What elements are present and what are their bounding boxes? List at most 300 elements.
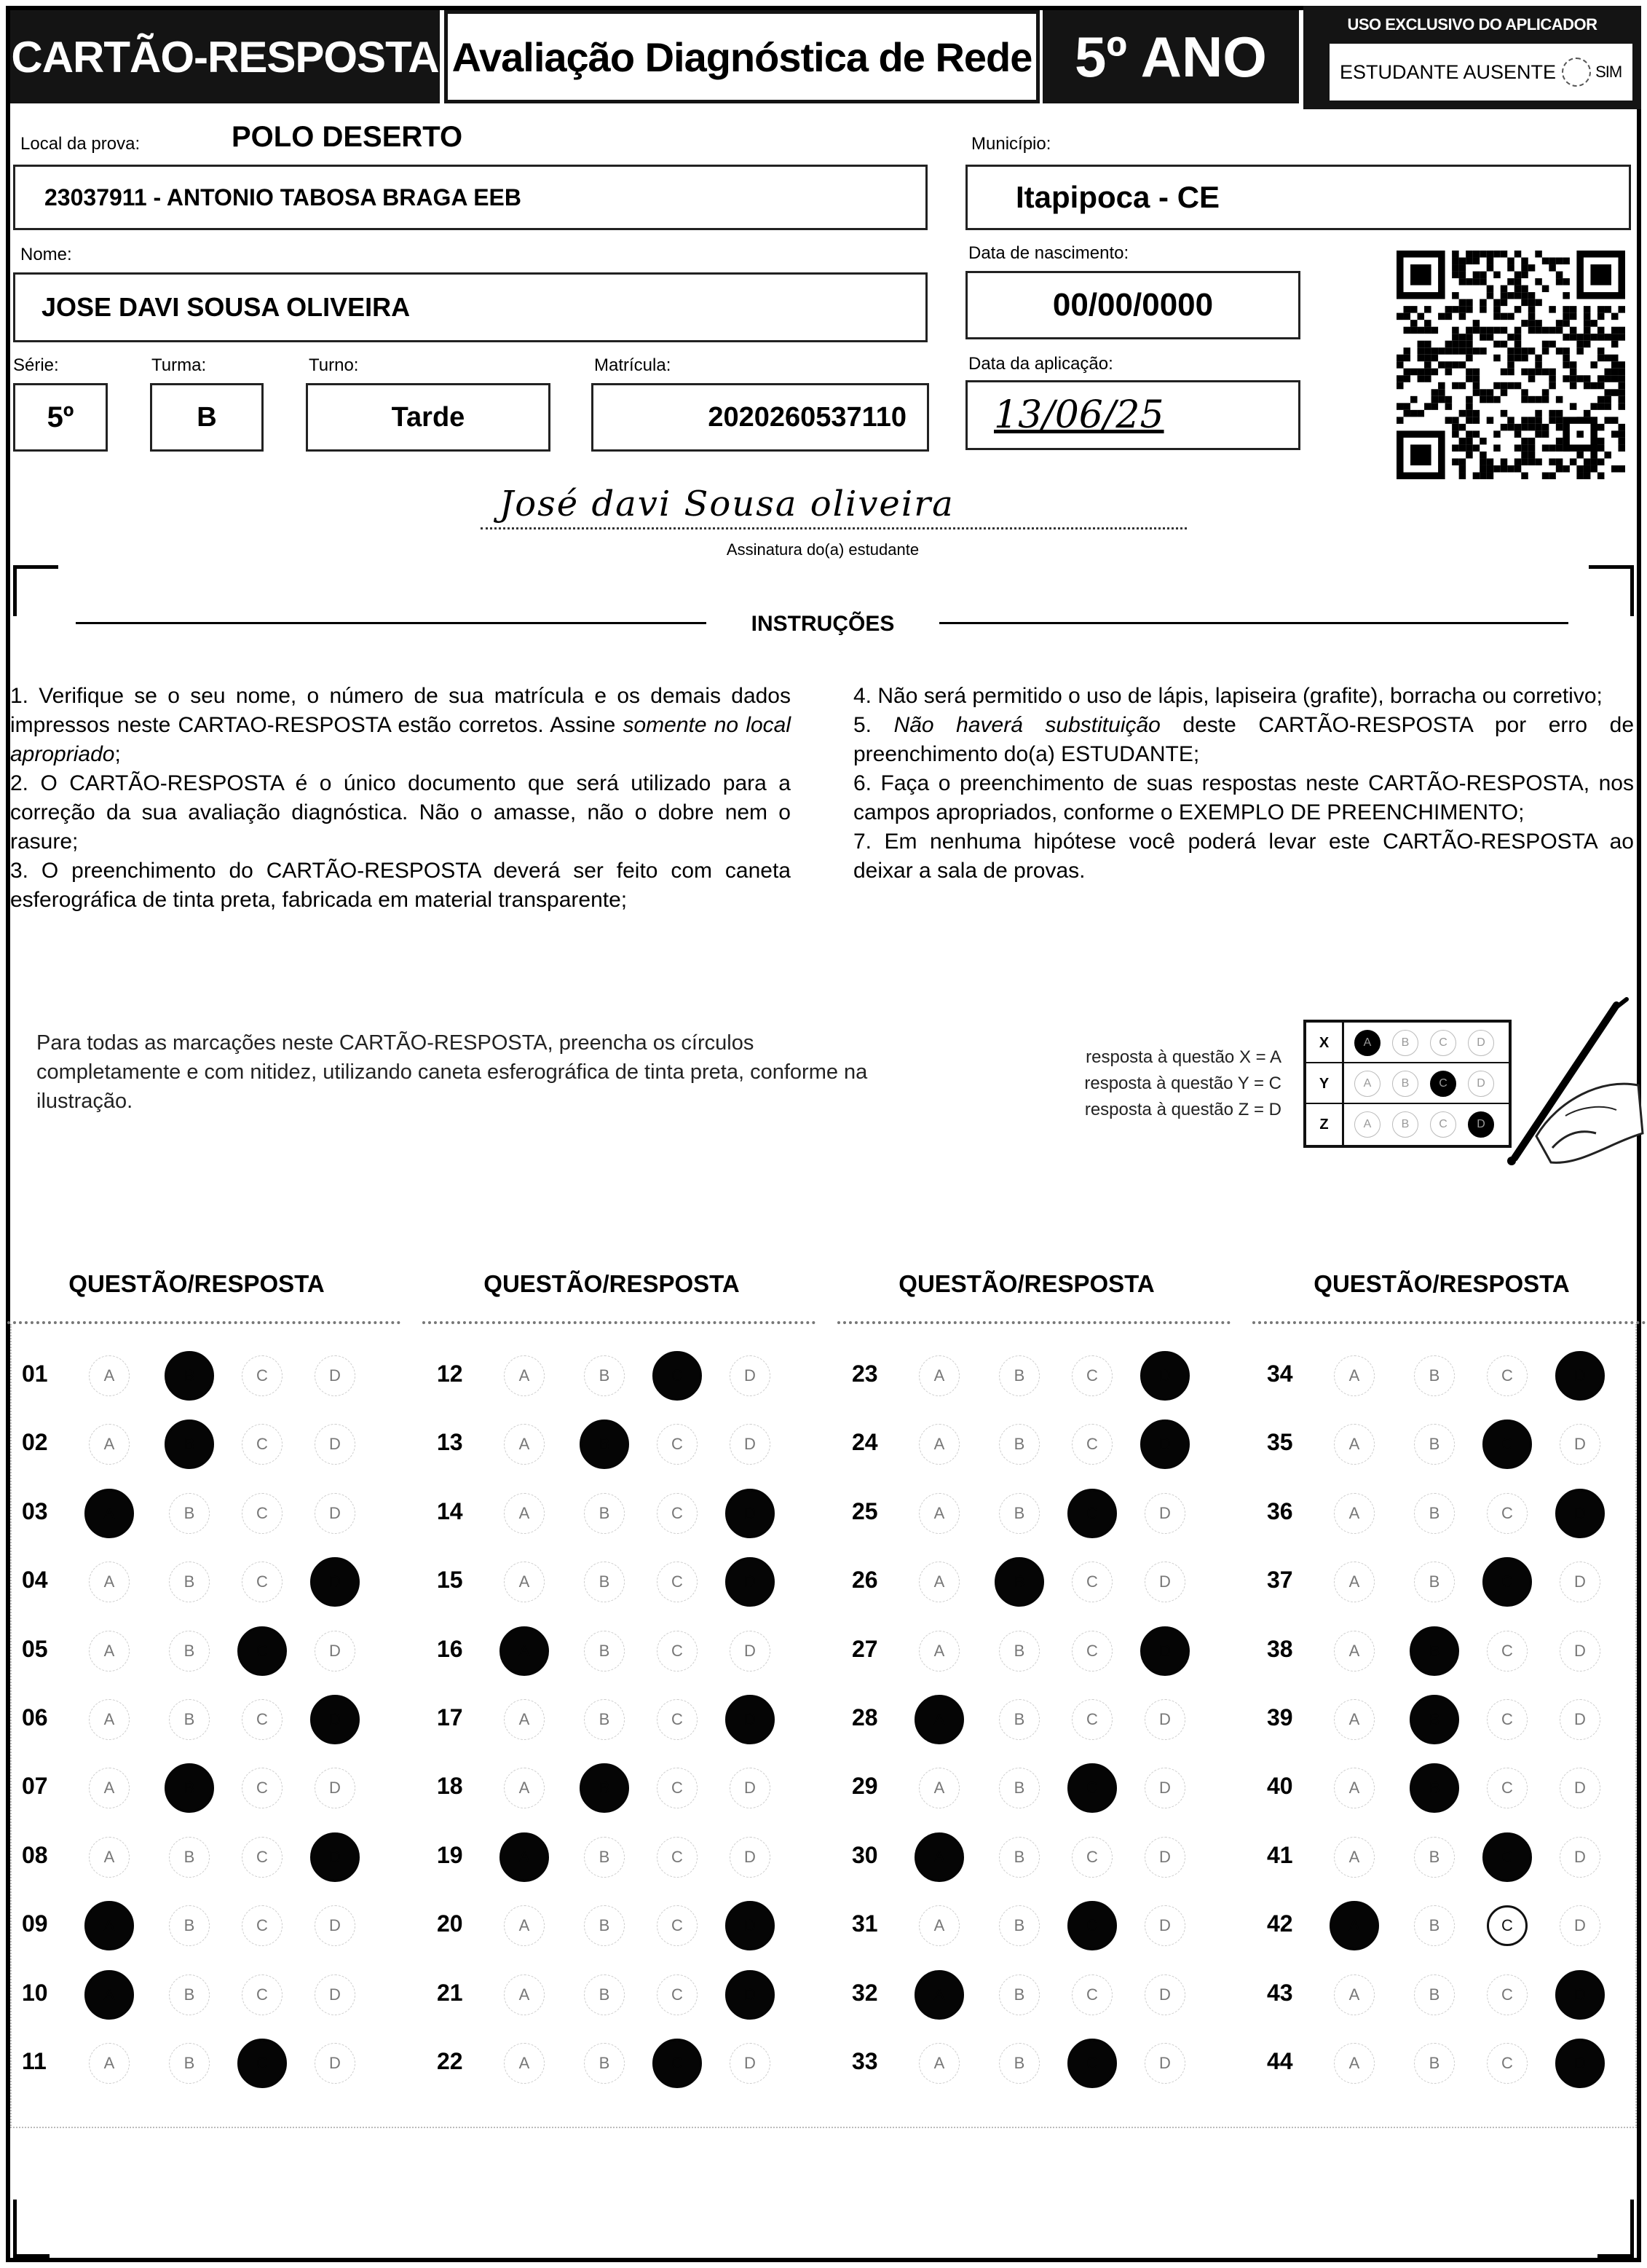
answer-bubble-a[interactable]: A [919, 1424, 960, 1465]
answer-bubble-d[interactable]: D [730, 1837, 770, 1878]
answer-bubble-c[interactable]: C [652, 2039, 702, 2088]
instruction-1-end: ; [114, 742, 121, 766]
answer-bubble-a[interactable]: A [919, 1631, 960, 1672]
birth-field [965, 271, 1300, 339]
question-number: 16 [437, 1635, 463, 1662]
answer-bubble-b[interactable]: B [995, 1557, 1044, 1607]
answer-bubble-a[interactable]: A [84, 1489, 134, 1538]
fill-example-bubble-b: B [1392, 1030, 1418, 1056]
question-number: 21 [437, 1979, 463, 2006]
shift-value: Tarde [391, 401, 465, 433]
answer-bubble-c[interactable]: C [242, 1493, 283, 1534]
answer-bubble-c[interactable]: C [657, 1699, 698, 1740]
instruction-4: 4. Não será permitido o uso de lápis, lapiseira (grafite), borracha ou corretivo; [853, 684, 1603, 708]
bottom-corner-right [1597, 2200, 1634, 2258]
question-number: 05 [22, 1635, 48, 1662]
answer-bubble-d[interactable]: D [725, 1901, 775, 1950]
answer-bubble-c[interactable]: C [242, 1699, 283, 1740]
question-number: 30 [852, 1841, 878, 1868]
question-row [852, 2038, 1231, 2089]
question-number: 40 [1267, 1773, 1293, 1800]
answer-bubble-a[interactable]: A [504, 1699, 545, 1740]
answer-bubble-c[interactable]: C [657, 1768, 698, 1808]
answer-bubble-c[interactable]: C [1072, 1699, 1113, 1740]
answer-bubble-a[interactable]: A [1334, 1768, 1375, 1808]
answer-bubble-d[interactable]: D [310, 1695, 360, 1744]
answer-bubble-a[interactable]: A [1334, 1493, 1375, 1534]
answer-bubble-c[interactable]: C [1072, 1631, 1113, 1672]
answer-bubble-a[interactable]: A [89, 1562, 130, 1602]
question-number: 34 [1267, 1361, 1293, 1387]
answer-bubble-d[interactable]: D [1145, 1837, 1185, 1878]
answer-bubble-d[interactable]: D [1560, 1699, 1600, 1740]
answer-bubble-a[interactable]: A [1334, 1424, 1375, 1465]
question-row [852, 1419, 1231, 1470]
fill-example-caption-x: resposta à questão X = A [1086, 1047, 1281, 1067]
answer-bubble-d[interactable]: D [1560, 1768, 1600, 1808]
answer-bubble-d[interactable]: D [1140, 1351, 1190, 1401]
instruction-6: 6. Faça o preenchimento de suas respostas neste CARTÃO-RESPOSTA, nos campos apropriados, conforme o EXEMPLO DE PREENCHIMENTO; [853, 771, 1634, 824]
answer-bubble-c[interactable]: C [242, 1562, 283, 1602]
answer-bubble-b[interactable]: B [169, 1837, 210, 1878]
question-number: 33 [852, 2048, 878, 2074]
shift-field [306, 383, 550, 452]
answer-bubble-c[interactable]: C [1482, 1420, 1532, 1469]
answer-bubble-b[interactable]: B [584, 1974, 625, 2015]
answer-bubble-a[interactable]: A [1330, 1901, 1379, 1950]
answer-bubble-c[interactable]: C [1482, 1557, 1532, 1607]
question-number: 03 [22, 1497, 48, 1524]
answer-bubble-b[interactable]: B [169, 2043, 210, 2084]
grade-year-label: 5º ANO [1043, 10, 1299, 103]
question-row [437, 1488, 815, 1539]
answer-bubble-b[interactable]: B [1410, 1763, 1459, 1813]
answer-bubble-d[interactable]: D [730, 1355, 770, 1396]
answer-bubble-a[interactable]: A [504, 2043, 545, 2084]
instructions-corner-tl [13, 565, 58, 616]
answer-bubble-a[interactable]: A [84, 1970, 134, 2020]
answer-bubble-b[interactable]: B [1410, 1695, 1459, 1744]
question-number: 11 [22, 2048, 47, 2074]
fill-example-bubble-a: A [1354, 1111, 1381, 1138]
column-header-3: QUESTÃO/RESPOSTA [898, 1270, 1155, 1297]
class-field [150, 383, 264, 452]
answer-bubble-b[interactable]: B [1414, 1562, 1455, 1602]
question-row [22, 1626, 400, 1677]
column-top-rule-3 [837, 1321, 1231, 1324]
answer-bubble-a[interactable]: A [84, 1901, 134, 1950]
answer-bubble-b[interactable]: B [580, 1420, 629, 1469]
answer-bubble-a[interactable]: A [919, 1562, 960, 1602]
question-row [22, 1900, 400, 1951]
answer-bubble-b[interactable]: B [165, 1763, 214, 1813]
answer-bubble-a[interactable]: A [89, 2043, 130, 2084]
answer-bubble-a[interactable]: A [504, 1424, 545, 1465]
answer-bubble-c[interactable]: C [657, 1837, 698, 1878]
instructions-right-column [853, 682, 1634, 886]
fill-example-bubble-a: A [1354, 1071, 1381, 1097]
question-number: 14 [437, 1497, 463, 1524]
fill-example-bubble-d: D [1468, 1071, 1494, 1097]
city-label: Município: [971, 134, 1051, 154]
answer-bubble-d[interactable]: D [1145, 1974, 1185, 2015]
answer-bubble-b[interactable]: B [1414, 2043, 1455, 2084]
instructions-left-column [10, 682, 791, 915]
answer-bubble-d[interactable]: D [315, 2043, 355, 2084]
answer-bubble-c[interactable]: C [657, 1905, 698, 1946]
question-row [1267, 1832, 1646, 1883]
answer-bubble-c[interactable]: C [1067, 1763, 1117, 1813]
pen-hand-icon [1471, 991, 1646, 1173]
answer-bubble-c[interactable]: C [1487, 2043, 1528, 2084]
answer-bubble-d[interactable]: D [1145, 1768, 1185, 1808]
instruction-1-emphasis: somente no local apropriado [10, 713, 791, 766]
fill-example-bubble-d: D [1468, 1030, 1494, 1056]
answer-bubble-a[interactable]: A [919, 1768, 960, 1808]
answer-bubble-c[interactable]: C [242, 1974, 283, 2015]
question-row [437, 1900, 815, 1951]
question-number: 41 [1267, 1841, 1293, 1868]
question-number: 23 [852, 1361, 878, 1387]
answer-bubble-d[interactable]: D [1145, 1699, 1185, 1740]
answer-bubble-a[interactable]: A [1334, 2043, 1375, 2084]
answer-bubble-b[interactable]: B [169, 1631, 210, 1672]
answer-bubble-b[interactable]: B [999, 1974, 1040, 2015]
question-number: 04 [22, 1567, 48, 1594]
answer-bubble-a[interactable]: A [499, 1832, 549, 1882]
answer-bubble-c[interactable]: C [1067, 1489, 1117, 1538]
answer-bubble-c[interactable]: C [237, 2039, 287, 2088]
question-number: 18 [437, 1773, 463, 1800]
question-row [852, 1832, 1231, 1883]
enrollment-label: Matrícula: [594, 355, 671, 375]
question-row [1267, 1694, 1646, 1745]
question-number: 10 [22, 1979, 48, 2006]
answer-bubble-b[interactable]: B [584, 1355, 625, 1396]
answer-bubble-a[interactable]: A [915, 1695, 964, 1744]
answer-bubble-d[interactable]: D [725, 1970, 775, 2020]
answer-bubble-a[interactable]: A [89, 1699, 130, 1740]
application-date-label: Data da aplicação: [968, 354, 1113, 374]
question-number: 13 [437, 1429, 463, 1456]
answer-bubble-d[interactable]: D [1145, 1562, 1185, 1602]
answer-bubble-b[interactable]: B [999, 1355, 1040, 1396]
instructions-corner-tr [1589, 565, 1634, 616]
answer-bubble-d[interactable]: D [730, 1424, 770, 1465]
application-date-value: 13/06/25 [994, 393, 1164, 437]
question-row [852, 1350, 1231, 1401]
answer-bubble-a[interactable]: A [499, 1626, 549, 1676]
exam-name: Avaliação Diagnóstica de Rede [444, 10, 1040, 103]
answer-bubble-a[interactable]: A [504, 1493, 545, 1534]
grade-label: Série: [13, 355, 59, 375]
answer-bubble-b[interactable]: B [999, 1905, 1040, 1946]
question-number: 38 [1267, 1635, 1293, 1662]
signature-label: Assinatura do(a) estudante [726, 540, 920, 559]
question-number: 42 [1267, 1910, 1293, 1937]
answer-bubble-a[interactable]: A [1334, 1631, 1375, 1672]
answer-bubble-b[interactable]: B [584, 1837, 625, 1878]
answer-bubble-b[interactable]: B [1414, 1355, 1455, 1396]
question-row [852, 1488, 1231, 1539]
answer-bubble-a[interactable]: A [919, 2043, 960, 2084]
question-row [1267, 1350, 1646, 1401]
question-number: 19 [437, 1841, 463, 1868]
applicator-box-label: USO EXCLUSIVO DO APLICADOR [1347, 15, 1597, 34]
question-row [437, 1350, 815, 1401]
answer-bubble-d[interactable]: D [730, 1631, 770, 1672]
answer-bubble-c[interactable]: C [1487, 1768, 1528, 1808]
answer-bubble-b[interactable]: B [584, 1493, 625, 1534]
answer-bubble-b[interactable]: B [999, 1699, 1040, 1740]
instruction-7: 7. Em nenhuma hipótese você poderá levar este CARTÃO-RESPOSTA ao deixar a sala de provas. [853, 830, 1634, 883]
question-row [852, 1900, 1231, 1951]
answer-bubble-d[interactable]: D [315, 1355, 355, 1396]
answer-bubble-d[interactable]: D [315, 1974, 355, 2015]
answer-bubble-b[interactable]: B [165, 1351, 214, 1401]
answer-bubble-a[interactable]: A [915, 1970, 964, 2020]
sheet-title: CARTÃO-RESPOSTA [10, 10, 440, 103]
instruction-5-number: 5. [853, 713, 894, 737]
answer-bubble-c[interactable]: C [242, 1768, 283, 1808]
answer-bubble-b[interactable]: B [169, 1905, 210, 1946]
answer-bubble-c[interactable]: C [657, 1562, 698, 1602]
answer-bubble-c[interactable]: C [242, 1355, 283, 1396]
answer-bubble-a[interactable]: A [504, 1355, 545, 1396]
answer-bubble-d[interactable]: D [1560, 1562, 1600, 1602]
answer-bubble-d[interactable]: D [1560, 1905, 1600, 1946]
fill-example-bubble-b: B [1392, 1111, 1418, 1138]
answer-bubble-b[interactable]: B [1414, 1905, 1455, 1946]
answer-bubble-d[interactable]: D [315, 1493, 355, 1534]
answer-bubble-d[interactable]: D [1560, 1837, 1600, 1878]
answer-bubble-c[interactable]: C [1487, 1905, 1528, 1946]
answer-bubble-b[interactable]: B [169, 1974, 210, 2015]
answer-bubble-a[interactable]: A [1334, 1355, 1375, 1396]
answer-bubble-a[interactable]: A [1334, 1974, 1375, 2015]
city-value: Itapipoca - CE [1016, 180, 1220, 214]
question-number: 32 [852, 1979, 878, 2006]
enrollment-field [591, 383, 929, 452]
answer-bubble-d[interactable]: D [1560, 1631, 1600, 1672]
answer-bubble-d[interactable]: D [1145, 1905, 1185, 1946]
answer-bubble-c[interactable]: C [657, 1424, 698, 1465]
answer-bubble-d[interactable]: D [725, 1557, 775, 1607]
answer-bubble-a[interactable]: A [919, 1355, 960, 1396]
answer-bubble-b[interactable]: B [1414, 1837, 1455, 1878]
question-row [1267, 1626, 1646, 1677]
answer-bubble-b[interactable]: B [999, 1837, 1040, 1878]
answer-bubble-c[interactable]: C [1487, 1493, 1528, 1534]
question-row [437, 1832, 815, 1883]
answer-bubble-d[interactable]: D [1555, 2039, 1605, 2088]
fill-example-bubble-c: C [1430, 1030, 1456, 1056]
answer-bubble-d[interactable]: D [1145, 2043, 1185, 2084]
answer-bubble-a[interactable]: A [89, 1631, 130, 1672]
answer-bubble-a[interactable]: A [1334, 1837, 1375, 1878]
fill-example-key: X [1306, 1023, 1344, 1063]
school-value: 23037911 - ANTONIO TABOSA BRAGA EEB [44, 184, 521, 210]
instruction-5 [853, 711, 1634, 769]
instructions-rule-right [939, 622, 1568, 624]
answer-bubble-c[interactable]: C [242, 1905, 283, 1946]
answer-bubble-d[interactable]: D [1140, 1420, 1190, 1469]
instruction-2: 2. O CARTÃO-RESPOSTA é o único documento que será utilizado para a correção da sua avaliação diagnóstica. Não o amasse, não o dobre nem o rasure; [10, 771, 791, 854]
answer-bubble-d[interactable]: D [725, 1489, 775, 1538]
column-header-1: QUESTÃO/RESPOSTA [68, 1270, 325, 1297]
answer-bubble-d[interactable]: D [310, 1832, 360, 1882]
class-value: B [197, 401, 217, 433]
answer-bubble-a[interactable]: A [89, 1355, 130, 1396]
answer-bubble-a[interactable]: A [1334, 1699, 1375, 1740]
answer-bubble-d[interactable]: D [315, 1424, 355, 1465]
answer-bubble-c[interactable]: C [1072, 1562, 1113, 1602]
answer-bubble-a[interactable]: A [504, 1768, 545, 1808]
question-number: 12 [437, 1361, 463, 1387]
answer-bubble-b[interactable]: B [584, 1905, 625, 1946]
student-absent-option: SIM [1595, 63, 1622, 81]
answer-bubble-b[interactable]: B [584, 2043, 625, 2084]
question-number: 39 [1267, 1704, 1293, 1730]
fill-example-bubble-a: A [1354, 1030, 1381, 1056]
question-number: 24 [852, 1429, 878, 1456]
answer-bubble-c[interactable]: C [237, 1626, 287, 1676]
answer-bubble-c[interactable]: C [1487, 1699, 1528, 1740]
fill-example-key: Z [1306, 1104, 1344, 1145]
question-number: 37 [1267, 1567, 1293, 1594]
answer-bubble-a[interactable]: A [89, 1768, 130, 1808]
answer-bubble-c[interactable]: C [1072, 1355, 1113, 1396]
question-number: 28 [852, 1704, 878, 1730]
question-row [852, 1694, 1231, 1745]
answer-bubble-a[interactable]: A [915, 1832, 964, 1882]
question-row [1267, 1488, 1646, 1539]
instructions-title: INSTRUÇÕES [751, 612, 895, 636]
answer-bubble-a[interactable]: A [1334, 1562, 1375, 1602]
question-number: 36 [1267, 1497, 1293, 1524]
answer-bubble-b[interactable]: B [1414, 1974, 1455, 2015]
answer-bubble-a[interactable]: A [89, 1424, 130, 1465]
student-absent-label: ESTUDANTE AUSENTE [1340, 60, 1557, 83]
answer-bubble-b[interactable]: B [1414, 1493, 1455, 1534]
answer-bubble-a[interactable]: A [504, 1562, 545, 1602]
answer-bubble-a[interactable]: A [504, 1974, 545, 2015]
question-number: 07 [22, 1773, 48, 1800]
answer-bubble-b[interactable]: B [999, 2043, 1040, 2084]
student-absent-bubble[interactable] [1562, 58, 1591, 87]
question-row [1267, 1969, 1646, 2020]
instruction-3: 3. O preenchimento do CARTÃO-RESPOSTA deverá ser feito com caneta esferográfica de tinta preta, fabricada em material transparente; [10, 859, 791, 912]
answer-bubble-b[interactable]: B [999, 1493, 1040, 1534]
answer-bubble-c[interactable]: C [242, 1837, 283, 1878]
name-field [13, 272, 928, 342]
answer-bubble-c[interactable]: C [1072, 1424, 1113, 1465]
shift-label: Turno: [309, 355, 359, 375]
answer-bubble-d[interactable]: D [315, 1631, 355, 1672]
answer-bubble-c[interactable]: C [1072, 1837, 1113, 1878]
answer-bubble-d[interactable]: D [315, 1905, 355, 1946]
answer-bubble-c[interactable]: C [652, 1351, 702, 1401]
answer-bubble-d[interactable]: D [730, 2043, 770, 2084]
answer-bubble-c[interactable]: C [242, 1424, 283, 1465]
answer-bubble-c[interactable]: C [657, 1631, 698, 1672]
answer-bubble-b[interactable]: B [165, 1420, 214, 1469]
question-row [437, 1419, 815, 1470]
answer-bubble-c[interactable]: C [657, 1974, 698, 2015]
answer-bubble-c[interactable]: C [1487, 1355, 1528, 1396]
answer-bubble-a[interactable]: A [919, 1493, 960, 1534]
question-number: 44 [1267, 2048, 1293, 2074]
answer-bubble-b[interactable]: B [584, 1631, 625, 1672]
answer-bubble-d[interactable]: D [1145, 1493, 1185, 1534]
grade-field [13, 383, 108, 452]
fill-example-bubble-c: C [1430, 1111, 1456, 1138]
birth-label: Data de nascimento: [968, 243, 1129, 263]
answer-bubble-b[interactable]: B [999, 1768, 1040, 1808]
question-row [22, 1488, 400, 1539]
answer-bubble-b[interactable]: B [169, 1562, 210, 1602]
qr-code [1397, 251, 1625, 479]
column-header-2: QUESTÃO/RESPOSTA [483, 1270, 740, 1297]
answer-bubble-a[interactable]: A [504, 1905, 545, 1946]
answer-bubble-d[interactable]: D [1555, 1970, 1605, 2020]
answer-bubble-c[interactable]: C [1487, 1631, 1528, 1672]
answer-bubble-b[interactable]: B [169, 1699, 210, 1740]
answer-bubble-d[interactable]: D [1555, 1489, 1605, 1538]
answer-bubble-d[interactable]: D [1560, 1424, 1600, 1465]
answer-bubble-b[interactable]: B [999, 1631, 1040, 1672]
answer-bubble-c[interactable]: C [1482, 1832, 1532, 1882]
answer-bubble-d[interactable]: D [310, 1557, 360, 1607]
answer-bubble-a[interactable]: A [89, 1837, 130, 1878]
answer-bubble-d[interactable]: D [725, 1695, 775, 1744]
question-number: 27 [852, 1635, 878, 1662]
answer-bubble-b[interactable]: B [1414, 1424, 1455, 1465]
question-number: 15 [437, 1567, 463, 1594]
answer-bubble-d[interactable]: D [1140, 1626, 1190, 1676]
answer-bubble-b[interactable]: B [1410, 1626, 1459, 1676]
answer-bubble-a[interactable]: A [919, 1905, 960, 1946]
birth-value: 00/00/0000 [1052, 287, 1214, 323]
school-field [13, 165, 928, 230]
answer-bubble-b[interactable]: B [580, 1763, 629, 1813]
student-signature: José davi Sousa oliveira [499, 484, 955, 524]
instructions-rule-left [76, 622, 706, 624]
question-number: 02 [22, 1429, 48, 1456]
answer-bubble-d[interactable]: D [1555, 1351, 1605, 1401]
answer-bubble-b[interactable]: B [999, 1424, 1040, 1465]
question-row [22, 1419, 400, 1470]
answer-bubble-c[interactable]: C [1487, 1974, 1528, 2015]
answer-bubble-d[interactable]: D [730, 1768, 770, 1808]
question-row [22, 1556, 400, 1607]
answer-bubble-b[interactable]: B [584, 1699, 625, 1740]
answer-bubble-d[interactable]: D [315, 1768, 355, 1808]
question-row [437, 1763, 815, 1814]
exam-site-value: POLO DESERTO [232, 121, 463, 153]
answer-bubble-c[interactable]: C [1067, 2039, 1117, 2088]
answer-bubble-b[interactable]: B [584, 1562, 625, 1602]
question-row [852, 1969, 1231, 2020]
answer-bubble-c[interactable]: C [1072, 1974, 1113, 2015]
answer-bubble-c[interactable]: C [1067, 1901, 1117, 1950]
question-row [1267, 1900, 1646, 1951]
answer-bubble-c[interactable]: C [657, 1493, 698, 1534]
question-row [22, 1832, 400, 1883]
answer-bubble-b[interactable]: B [169, 1493, 210, 1534]
question-number: 22 [437, 2048, 463, 2074]
question-row [22, 1969, 400, 2020]
